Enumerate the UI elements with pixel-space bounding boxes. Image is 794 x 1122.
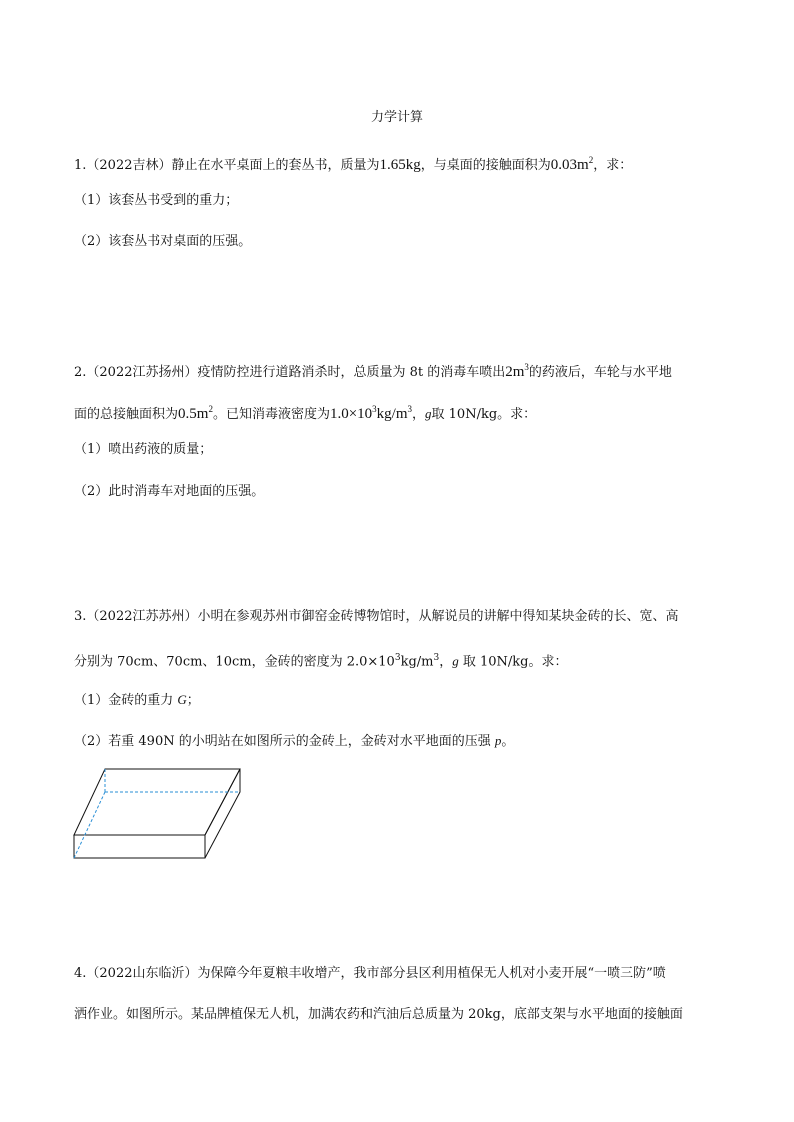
q2-volume: $2m^3$ — [505, 362, 529, 380]
q4-line-2: 洒作业。如图所示。某品牌植保无人机，加满农药和汽油后总质量为 20kg，底部支架与水平地面的接触面 — [74, 1007, 683, 1022]
page-title: 力学计算 — [370, 110, 423, 125]
brick-front-face — [74, 835, 205, 858]
q2-density: $1.0\times 10^3kg/m^3$ — [329, 404, 413, 422]
brick-top-face — [74, 769, 240, 835]
q2-line-2: 面的总接触面积为$0.5m^2$。已知消毒液密度为$1.0\times 10^3kg/m^3$，g取 10N/kg。求： — [74, 404, 537, 422]
q3-line-1: 3.（2022江苏苏州）小明在参观苏州市御窑金砖博物馆时，从解说员的讲解中得知某块金砖的长、宽、高 — [74, 609, 679, 624]
q1-area: $0.03m^2$ — [550, 155, 594, 173]
gold-brick-figure — [70, 766, 245, 862]
q1-sub-1: （1）该套丛书受到的重力； — [74, 193, 239, 208]
q3-sub-1: （1）金砖的重力 G； — [74, 692, 200, 708]
brick-side-face — [205, 769, 240, 858]
q3-sub-2: （2）若重 490N 的小明站在如图所示的金砖上，金砖对水平地面的压强 p。 — [74, 733, 515, 749]
q4-line-1: 4.（2022山东临沂）为保障今年夏粮丰收增产，我市部分县区利用植保无人机对小麦开展“一喷三防”喷 — [74, 966, 666, 981]
q1-sub-2: （2）该套丛书对桌面的压强。 — [74, 234, 252, 249]
q3-line-2: 分别为 70cm、70cm、10cm，金砖的密度为 $2.0\times 10^3kg/m^3$，g 取 10N/kg。求： — [74, 653, 568, 670]
q2-line-1: 2.（2022江苏扬州）疫情防控进行道路消杀时，总质量为 8t 的消毒车喷出$2m^3$的药液后，车轮与水平地 — [74, 362, 672, 380]
q1-line-1: 1.（2022吉林）静止在水平桌面上的套丛书，质量为1.65kg，与桌面的接触面积为$0.03m^2$，求： — [74, 155, 633, 173]
q2-sub-1: （1）喷出药液的质量； — [74, 442, 213, 457]
q1-mass: 1.65kg — [379, 157, 421, 173]
q2-sub-2: （2）此时消毒车对地面的压强。 — [74, 484, 265, 499]
q2-area: $0.5m^2$ — [178, 404, 213, 422]
